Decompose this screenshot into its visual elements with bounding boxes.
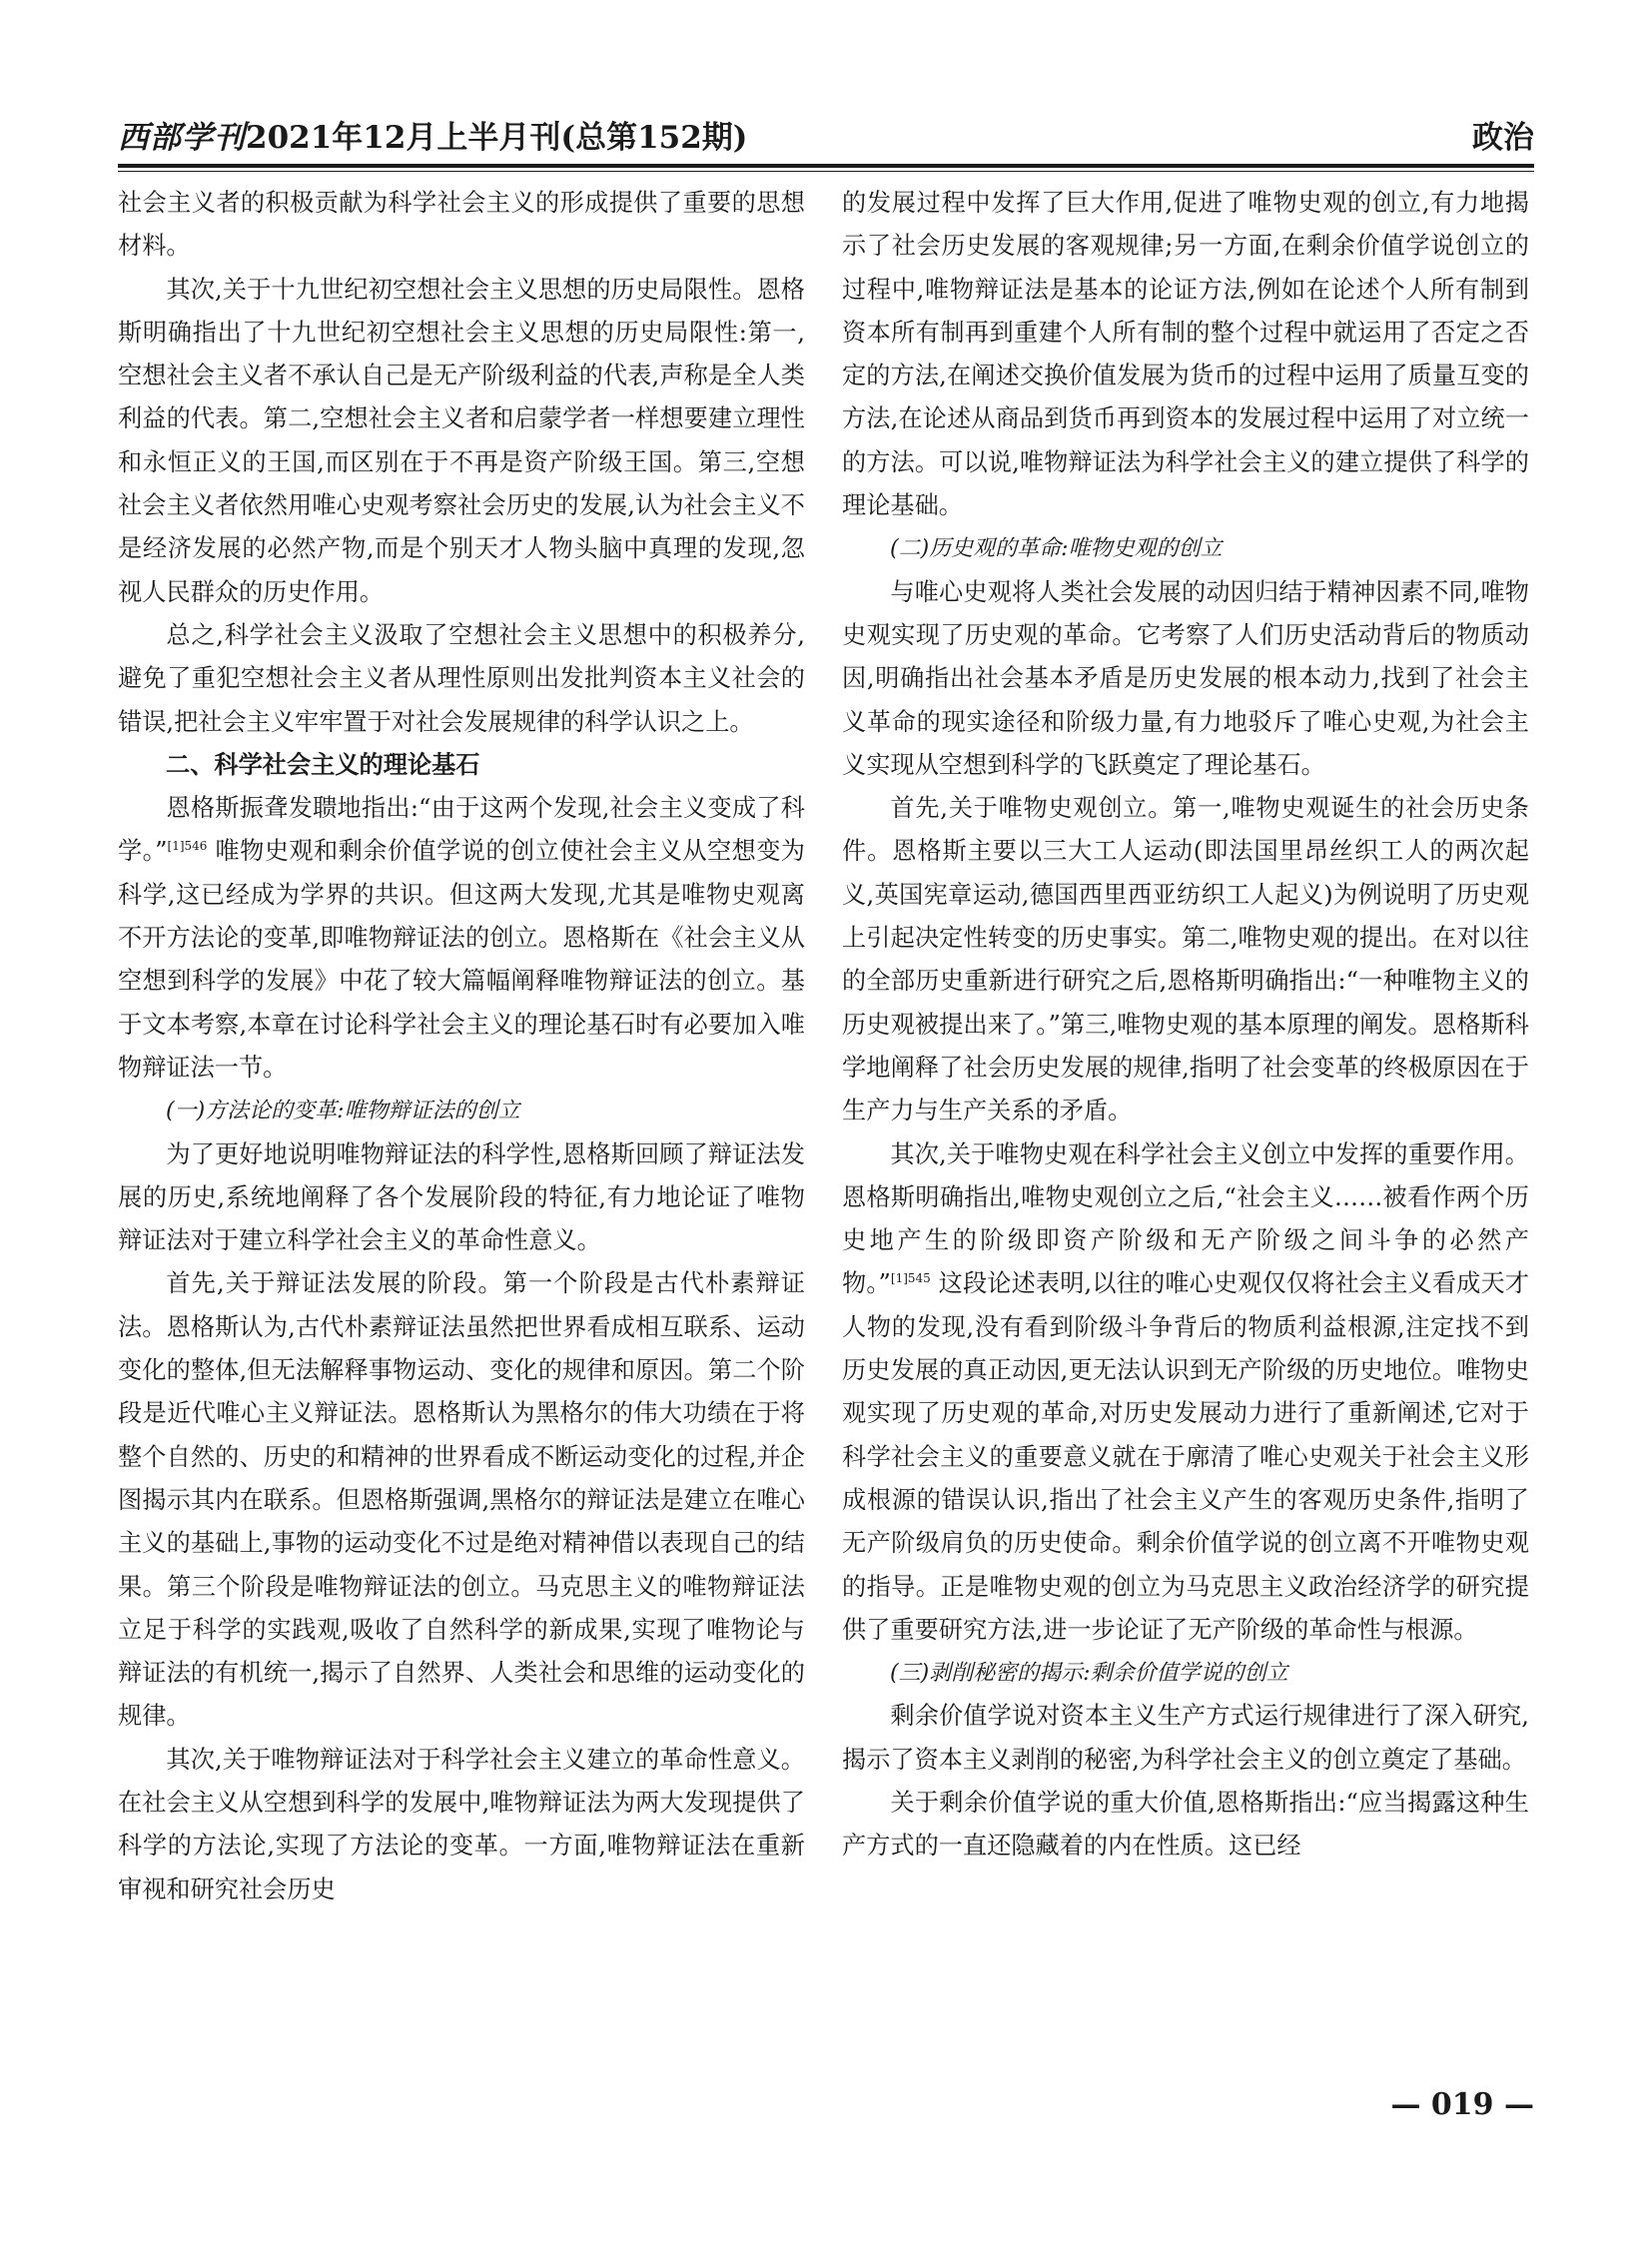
journal-issue (118, 112, 747, 157)
journal-logo: 西部学刊 (118, 120, 246, 156)
running-header (118, 112, 1534, 162)
paragraph: 剩余价值学说对资本主义生产方式运行规律进行了深入研究,揭示了资本主义剥削的秘密,为科学社会主义的创立奠定了基础。 (842, 1702, 1529, 1774)
header-rule-thin (118, 171, 1534, 172)
paragraph-text: 恩格斯振聋发聩地指出:“由于这两个发现,社会主义变成了科学。” (118, 794, 805, 866)
subsection-heading: (三)剥削秘密的揭示:剩余价值学说的创立 (890, 1661, 1288, 1687)
paragraph: 其次,关于十九世纪初空想社会主义思想的历史局限性。恩格斯明确指出了十九世纪初空想社会主义思想的历史局限性:第一,空想社会主义者不承认自己是无产阶级利益的代表,声称是全人类利益的代表。第二,空想社会主义者和启蒙学者一样想要建立理性和永恒正义的王国,而区别在于不再是资产阶级王国。第三,空想社会主义者依然用唯心史观考察社会历史的发展,认为社会主义不是经济发展的必然产物,而是个别天才人物头脑中真理的发现,忽视人民群众的历史作用。 (118, 275, 805, 606)
paragraph-text: 这段论述表明,以往的唯心史观仅仅将社会主义看成天才人物的发现,没有看到阶级斗争背后的物质利益根源,注定找不到历史发展的真正动因,更无法认识到无产阶级的历史地位。唯物史观实现了历史观的革命,对历史发展动力进行了重新阐述,它对于科学社会主义的重要意义就在于廓清了唯心史观关于社会主义形成根源的错误认识,指出了社会主义产生的客观历史条件,指明了无产阶级肩负的历史使命。剩余价值学说的创立离不开唯物史观的指导。正是唯物史观的创立为马克思主义政治经济学的研究提供了重要研究方法,进一步论证了无产阶级的革命性与根源。 (842, 1269, 1529, 1644)
issue-info: 2021年12月上半月刊(总第152期) (246, 120, 748, 156)
paragraph: 为了更好地说明唯物辩证法的科学性,恩格斯回顾了辩证法发展的历史,系统地阐释了各个发展阶段的特征,有力地论证了唯物辩证法对于建立科学社会主义的革命性意义。 (118, 1139, 805, 1255)
paragraph: 的发展过程中发挥了巨大作用,促进了唯物史观的创立,有力地揭示了社会历史发展的客观规律;另一方面,在剩余价值学说创立的过程中,唯物辩证法是基本的论证方法,例如在论述个人所有制到资本所有制再到重建个人所有制的整个过程中就运用了否定之否定的方法,在阐述交换价值发展为货币的过程中运用了质量互变的方法,在论述从商品到货币再到资本的发展过程中运用了对立统一的方法。可以说,唯物辩证法为科学社会主义的建立提供了科学的理论基础。 (842, 189, 1529, 520)
paragraph: 其次,关于唯物辩证法对于科学社会主义建立的革命性意义。在社会主义从空想到科学的发展中,唯物辩证法为两大发现提供了科学的方法论,实现了方法论的变革。一方面,唯物辩证法在重新审视和研究社会历史 (118, 1745, 805, 1903)
paragraph: 社会主义者的积极贡献为科学社会主义的形成提供了重要的思想材料。 (118, 189, 805, 261)
paragraph: 关于剩余价值学说的重大价值,恩格斯指出:“应当揭露这种生产方式的一直还隐藏着的内在性质。这已经 (842, 1788, 1529, 1861)
section-heading: 二、科学社会主义的理论基石 (166, 750, 480, 779)
citation-ref: [1]546 (167, 839, 208, 854)
paragraph: 与唯心史观将人类社会发展的动因归结于精神因素不同,唯物史观实现了历史观的革命。它考察了人们历史活动背后的物质动因,明确指出社会基本矛盾是历史发展的根本动力,找到了社会主义革命的现实途径和阶级力量,有力地驳斥了唯心史观,为社会主义实现从空想到科学的飞跃奠定了理论基石。 (842, 577, 1529, 779)
paragraph-text: 其次,关于唯物史观在科学社会主义创立中发挥的重要作用。恩格斯明确指出,唯物史观创立之后,“社会主义……被看作两个历史地产生的阶级即资产阶级和无产阶级之间斗争的必然产物。” (842, 1139, 1529, 1298)
paragraph (118, 787, 805, 1090)
header-rule (118, 164, 1534, 168)
paragraph (842, 1133, 1529, 1653)
left-column (118, 182, 805, 1911)
paragraph: 首先,关于辩证法发展的阶段。第一个阶段是古代朴素辩证法。恩格斯认为,古代朴素辩证法虽然把世界看成相互联系、运动变化的整体,但无法解释事物运动、变化的规律和原因。第二个阶段是近代唯心主义辩证法。恩格斯认为黑格尔的伟大功绩在于将整个自然的、历史的和精神的世界看成不断运动变化的过程,并企图揭示其内在联系。但恩格斯强调,黑格尔的辩证法是建立在唯心主义的基础上,事物的运动变化不过是绝对精神借以表现自己的结果。第三个阶段是唯物辩证法的创立。马克思主义的唯物辩证法立足于科学的实践观,吸收了自然科学的新成果,实现了唯物论与辩证法的有机统一,揭示了自然界、人类社会和思维的运动变化的规律。 (118, 1269, 805, 1731)
subsection-heading: (一)方法论的变革:唯物辩证法的创立 (166, 1099, 520, 1124)
paragraph: 首先,关于唯物史观创立。第一,唯物史观诞生的社会历史条件。恩格斯主要以三大工人运动(即法国里昂丝织工人的两次起义,英国宪章运动,德国西里西亚纺织工人起义)为例说明了历史观上引起决定性转变的历史事实。第二,唯物史观的提出。在对以往的全部历史重新进行研究之后,恩格斯明确指出:“一种唯物主义的历史观被提出来了。”第三,唯物史观的基本原理的阐发。恩格斯科学地阐释了社会历史发展的规律,指明了社会变革的终极原因在于生产力与生产关系的矛盾。 (842, 794, 1529, 1125)
paragraph-text: 唯物史观和剩余价值学说的创立使社会主义从空想变为科学,这已经成为学界的共识。但这两大发现,尤其是唯物史观离不开方法论的变革,即唯物辩证法的创立。恩格斯在《社会主义从空想到科学的发展》中花了较大篇幅阐释唯物辩证法的创立。基于文本考察,本章在讨论科学社会主义的理论基石时有必要加入唯物辩证法一节。 (118, 837, 805, 1082)
subsection-heading: (二)历史观的革命:唯物史观的创立 (890, 536, 1223, 562)
paragraph: 总之,科学社会主义汲取了空想社会主义思想中的积极养分,避免了重犯空想社会主义者从理性原则出发批判资本主义社会的错误,把社会主义牢牢置于对社会发展规律的科学认识之上。 (118, 620, 805, 736)
citation-ref: [1]545 (890, 1271, 931, 1286)
page-number: — 019 — (1390, 2087, 1534, 2122)
section-name: 政治 (1472, 120, 1534, 156)
right-column (842, 182, 1529, 1868)
